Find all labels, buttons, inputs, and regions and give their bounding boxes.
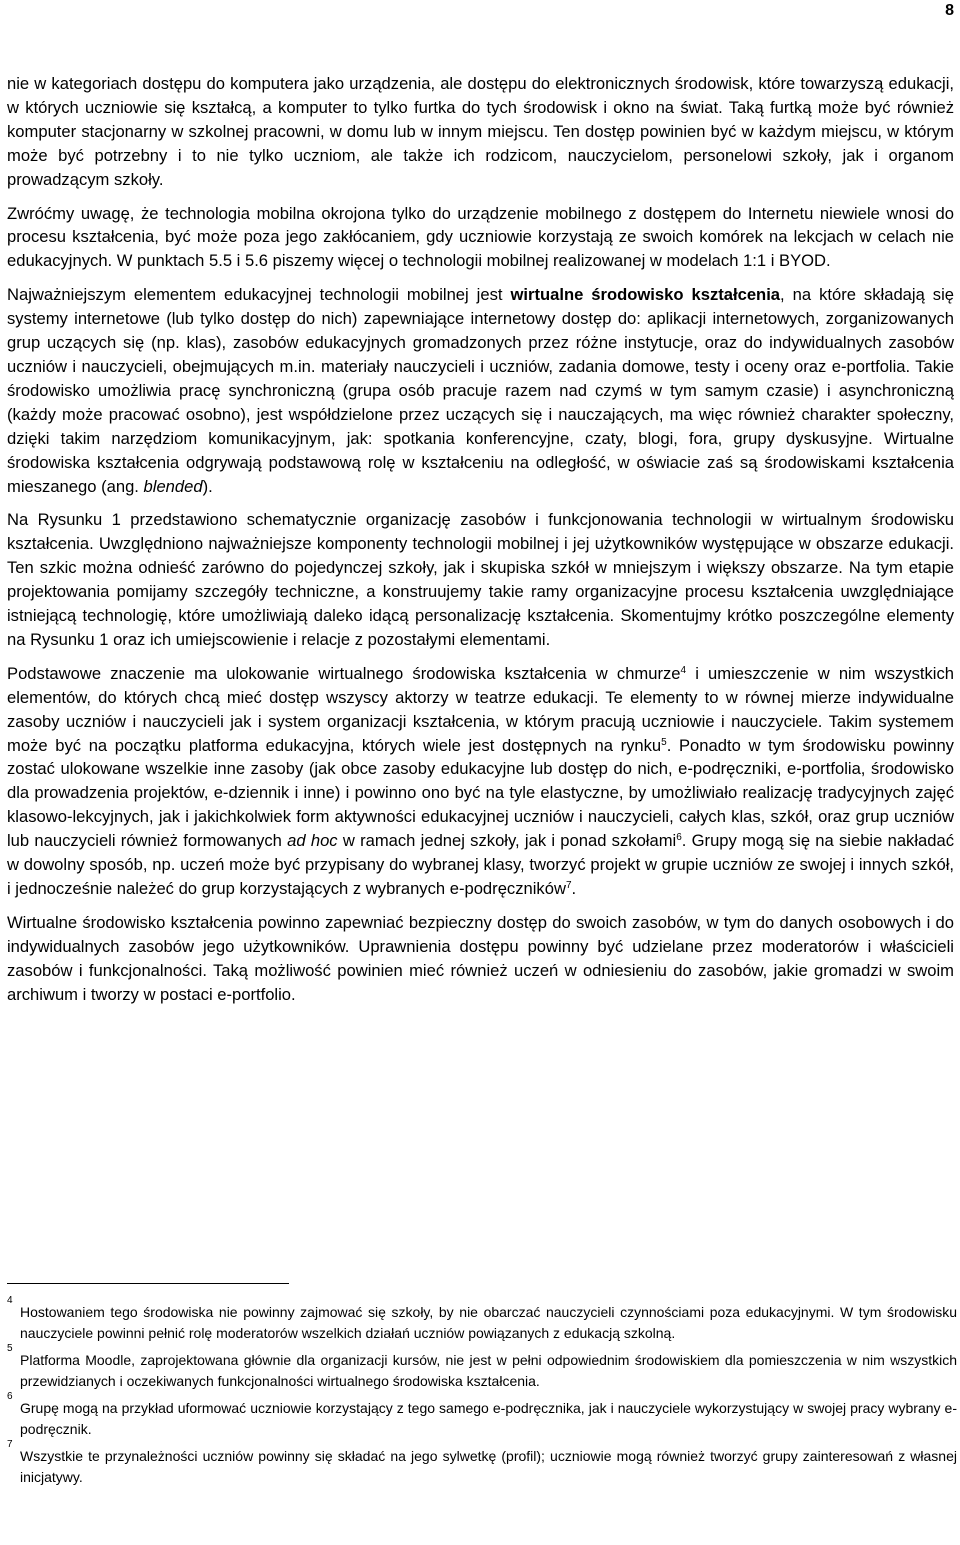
paragraph-5-text-f: . (571, 879, 577, 898)
footnote-4 (7, 1295, 957, 1344)
footnote-number: 7 (7, 1439, 13, 1450)
paragraph-3 (7, 283, 954, 498)
footnote-5 (7, 1343, 957, 1392)
paragraph-5 (7, 662, 954, 901)
footnote-text: Platforma Moodle, zaprojektowana głównie dla organizacji kursów, nie jest w pełni odpowiednim środowiskiem dla pomieszczenia w nim wszystkich przewidzianych i oczekiwanych funkcjonalności wirtualnego środowiska kształcenia. (20, 1352, 957, 1389)
footnote-text: Grupę mogą na przykład uformować uczniowie korzystający z tego samego e-podręcznika, jak i nauczyciele wykorzystujący w swojej pracy wybrany e-podręcznik. (20, 1400, 957, 1437)
term-ad-hoc: ad hoc (287, 831, 338, 851)
paragraph-3-text-b: , na które składają się systemy internetowe (lub tylko dostęp do nich) zapewniające internetowy dostęp do: aplikacji internetowych, zorganizowanych grup uczących się (np. klas), zasobów edukacyjnych gromadzonych przez różne instytucje, oraz do indywidualnych zasobów uczniów i nauczycieli, obejmujących m.in. materiały nauczycieli i uczniów, zadania domowe, testy i oceny oraz e-portfolia. Takie środowisko umożliwia pracę synchroniczną (grupa osób pracuje razem nad czymś w tym samym czasie) i asynchroniczną (każdy może pracować osobno), jest współdzielone przez uczących się i nauczających, ma więc również charakter społeczny, dzięki takim narzędziom komunikacyjnym, jak: spotkania konferencyjne, czaty, blogi, fora, grupy dyskusyjne. Wirtualne środowiska kształcenia odgrywają podstawową rolę w kształceniu na odległość, w oświacie zaś są środowiskami kształcenia mieszanego (ang. (7, 285, 954, 496)
paragraph-5-text-c: . Ponadto w tym środowisku powinny zostać ulokowane wszelkie inne zasoby (jak obce zasoby edukacyjne lub dostęp do nich, e-podręczniki, e-portfolia, środowisko dla prowadzenia projektów, e-dziennik i inne) i powinno ono być na tyle elastyczne, by umożliwiało realizację tradycyjnych zajęć klasowo-lekcyjnych, jak i jakichkolwiek form aktywności edukacyjnej uczniów i nauczycieli, całych klas, szkół, oraz grup uczniów lub nauczycieli również formowanych (7, 735, 954, 851)
paragraph-2: Zwróćmy uwagę, że technologia mobilna okrojona tylko do urządzenie mobilnego z dostępem do Internetu niewiele wnosi do procesu kształcenia, być może poza jego zakłócaniem, gdy uczniowie korzystają ze swoich komórek na lekcjach w celach nie edukacyjnych. W punktach 5.5 i 5.6 piszemy więcej o technologii mobilnej realizowanej w modelach 1:1 i BYOD. (7, 203, 954, 271)
paragraph-3-text-c: ). (202, 476, 213, 496)
footnote-ref-7: 7 (565, 880, 572, 891)
footnote-separator (7, 1283, 289, 1284)
footnote-number: 5 (7, 1343, 13, 1354)
footnote-ref-5: 5 (661, 736, 667, 748)
main-text (7, 72, 954, 1017)
paragraph-5-text-d: w ramach jednej szkoły, jak i ponad szkołami (337, 831, 677, 851)
term-virtual-learning-environment: wirtualne środowisko kształcenia (510, 285, 781, 305)
footnote-text: Wszystkie te przynależności uczniów powinny się składać na jego sylwetkę (profil); uczniowie mogą również tworzyć grupy zainteresowań z własnej inicjatywy. (20, 1448, 957, 1485)
paragraph-5-text-b: i umieszczenie w nim wszystkich elementów, do których chcą mieć dostęp wszyscy aktorzy w teatrze edukacji. Te elementy to w równej mierze indywidualne zasoby uczniów i nauczycieli jak i system organizacji kształcenia, w którym pracują uczniowie i nauczyciele. Takim systemem może być na początku platforma edukacyjna, których wiele jest dostępnych na rynku (7, 663, 954, 755)
footnote-6 (7, 1391, 957, 1440)
footnote-number: 6 (7, 1391, 13, 1402)
paragraph-1: nie w kategoriach dostępu do komputera jako urządzenia, ale dostępu do elektronicznych środowisk, które towarzyszą edukacji, w których uczniowie się kształcą, a komputer to tylko furtka do tych środowisk i okno na świat. Taką furtką może być również komputer stacjonarny w szkolnej pracowni, w domu lub w innym miejscu. Ten dostęp powinien być w każdym miejscu, w którym może być potrzebny i to nie tylko uczniom, ale także ich rodzicom, nauczycielom, personelowi szkoły, jak i organom prowadzącym szkoły. (7, 74, 954, 189)
footnote-7 (7, 1439, 957, 1488)
paragraph-4: Na Rysunku 1 przedstawiono schematycznie organizację zasobów i funkcjonowania technologii w wirtualnym środowisku kształcenia. Uwzględniono najważniejsze komponenty technologii mobilnej i jej użytkowników występujące w obszarze edukacji. Ten szkic można odnieść zarówno do pojedynczej szkoły, jak i skupiska szkół w mniejszym i większy obszarze. Na tym etapie projektowania pomijamy szczegóły techniczne, a konstruujemy takie ramy organizacyjne procesu kształcenia uwzględniające istniejącą technologię, które umożliwiają daleko idącą personalizację kształcenia. Skomentujmy krótko poszczególne elementy na Rysunku 1 oraz ich umiejscowienie i relacje z pozostałymi elementami. (7, 510, 954, 649)
footnote-text: Hostowaniem tego środowiska nie powinny zajmować się szkoły, by nie obarczać nauczycieli czynnościami poza edukacyjnymi. W tym środowisku nauczyciele powinni pełnić rolę moderatorów wszelkich działań uczniów powiązanych z edukacją szkolną. (20, 1304, 957, 1341)
paragraph-5-text-a: Podstawowe znaczenie ma ulokowanie wirtualnego środowiska kształcenia w chmurze (7, 663, 681, 683)
footnote-ref-4: 4 (680, 664, 687, 676)
page-number: 8 (945, 2, 954, 19)
footnotes (7, 1295, 957, 1494)
paragraph-6: Wirtualne środowisko kształcenia powinno zapewniać bezpieczny dostęp do swoich zasobów, w tym do danych osobowych i do indywidualnych zasobów jego użytkowników. Uprawnienia dostępu powinny być udzielane przez moderatorów i właścicieli zasobów i funkcjonalności. Taką możliwość powinien mieć również uczeń w odniesieniu do zasobów, jakie gromadzi w swoim archiwum i tworzy w postaci e-portfolio. (7, 912, 954, 1004)
term-blended: blended (143, 476, 203, 496)
paragraph-3-text-a: Najważniejszym elementem edukacyjnej technologii mobilnej jest (7, 285, 511, 305)
footnote-number: 4 (7, 1295, 13, 1306)
footnote-ref-6: 6 (676, 832, 682, 844)
paragraph-5-text-e: . Grupy mogą się na siebie nakładać w dowolny sposób, np. uczeń może być przypisany do wybranej klasy, tworzyć projekt w grupie uczniów ze swojej i innych szkół, i jednocześnie należeć do grup korzystających z wybranych e-podręczników (7, 831, 955, 898)
